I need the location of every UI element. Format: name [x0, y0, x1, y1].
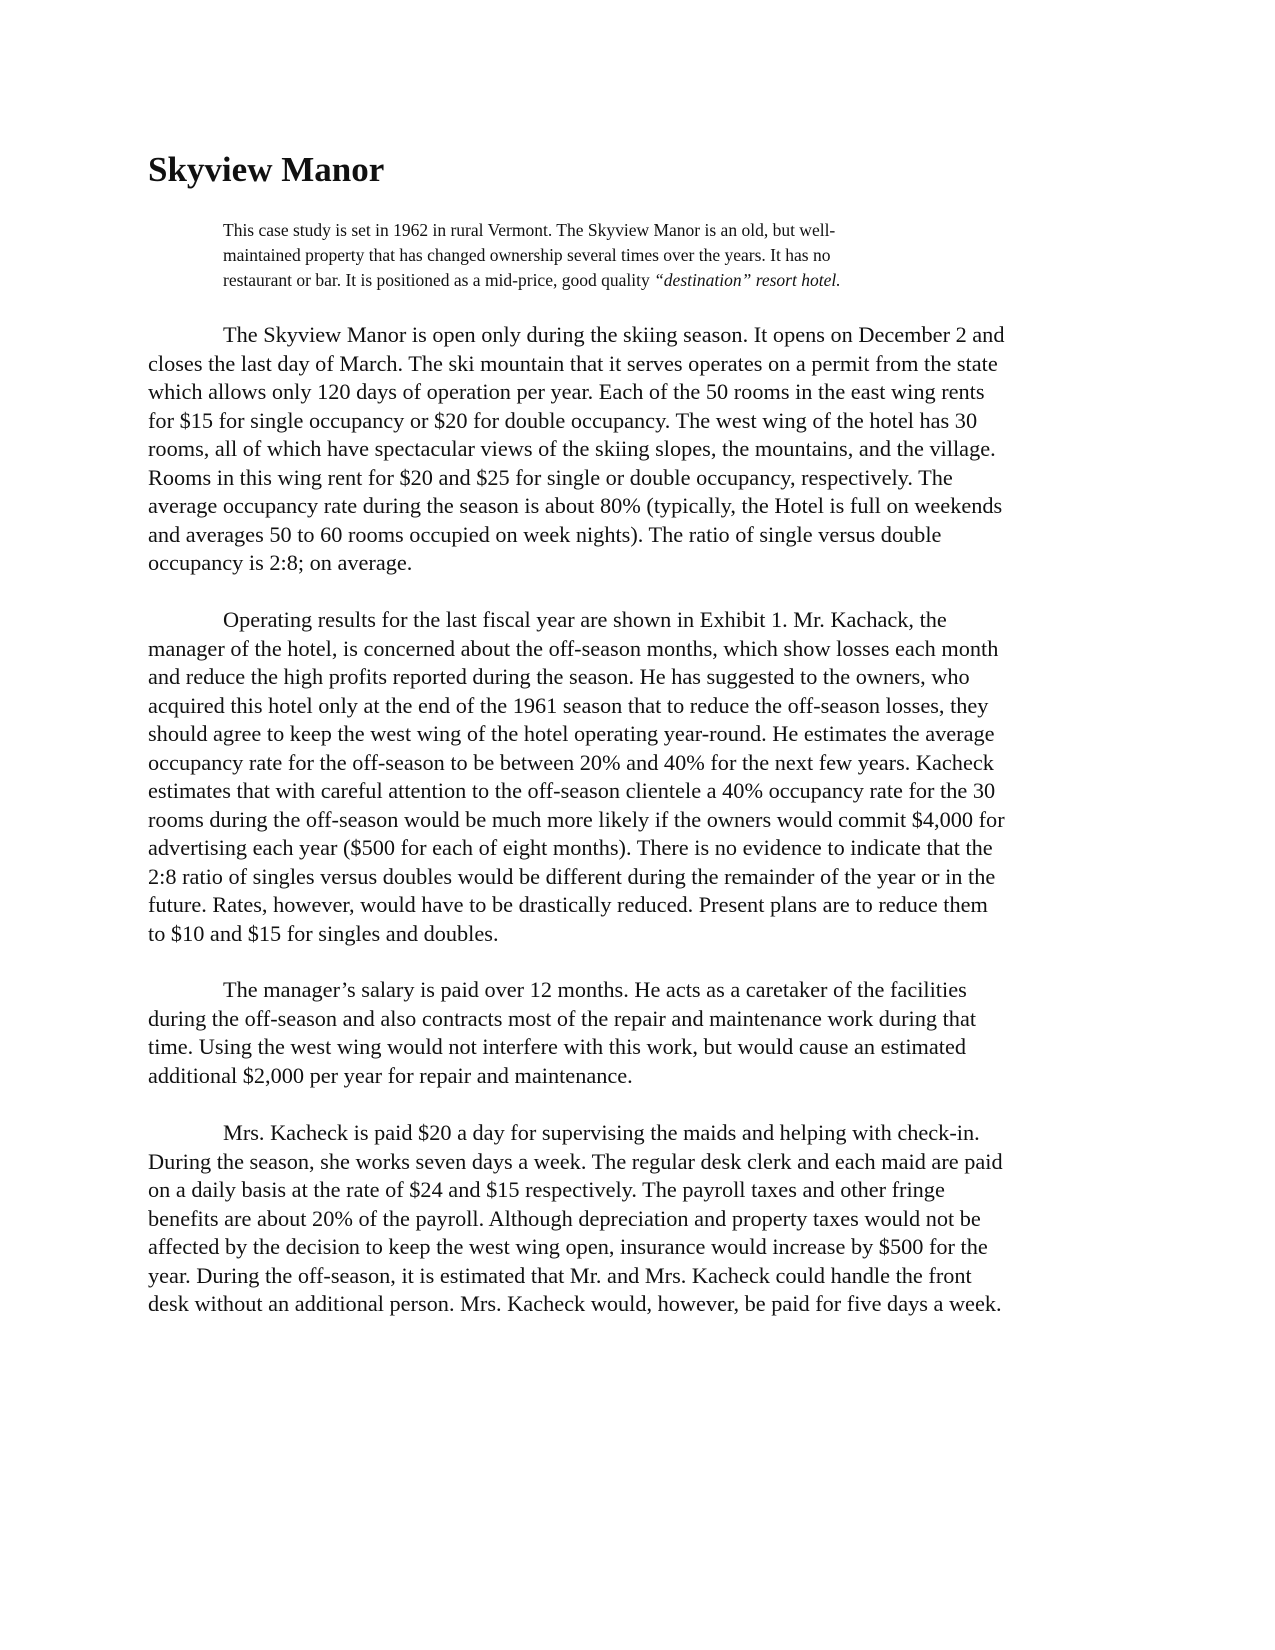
- paragraph-line: for $15 for single occupancy or $20 for double occupancy. The west wing of the hotel has 30: [148, 407, 978, 433]
- paragraph-line: to $10 and $15 for singles and doubles.: [148, 920, 499, 946]
- paragraph-line: advertising each year ($500 for each of eight months). There is no evidence to indicate that the: [148, 835, 993, 860]
- paragraph-staff-payroll: [148, 1119, 1003, 1319]
- paragraph-manager-salary: [148, 976, 976, 1090]
- paragraph-line: Operating results for the last fiscal year are shown in Exhibit 1. Mr. Kachack, the: [223, 607, 947, 632]
- paragraph-line: and averages 50 to 60 rooms occupied on week nights). The ratio of single versus double: [148, 521, 942, 547]
- abstract-line: [223, 268, 841, 293]
- paragraph-line: during the off-season and also contracts most of the repair and maintenance work during that: [148, 1005, 977, 1031]
- paragraph-line: manager of the hotel, is concerned about the off-season months, which show losses each month: [148, 635, 999, 661]
- paragraph-line: additional $2,000 per year for repair and maintenance.: [148, 1062, 633, 1088]
- paragraph-line: desk without an additional person. Mrs. Kacheck would, however, be paid for five days a week.: [148, 1291, 1002, 1316]
- paragraph-line: Rooms in this wing rent for $20 and $25 for single or double occupancy, respectively. The: [148, 464, 953, 490]
- document-title: Skyview Manor: [148, 150, 385, 189]
- paragraph-line: and reduce the high profits reported during the season. He has suggested to the owners, who: [148, 664, 970, 689]
- paragraph-line: rooms, all of which have spectacular views of the skiing slopes, the mountains, and the village.: [148, 436, 996, 461]
- paragraph-line: affected by the decision to keep the west wing open, insurance would increase by $500 for the: [148, 1234, 988, 1259]
- paragraph-line: which allows only 120 days of operation per year. Each of the 50 rooms in the east wing rents: [148, 379, 985, 404]
- paragraph-line: acquired this hotel only at the end of the 1961 season that to reduce the off-season losses, they: [148, 692, 989, 718]
- paragraph-line: estimates that with careful attention to the off-season clientele a 40% occupancy rate for the 30: [148, 778, 996, 803]
- abstract-italic-text: “destination” resort hotel.: [654, 270, 841, 290]
- abstract-line: This case study is set in 1962 in rural Vermont. The Skyview Manor is an old, but well-: [223, 220, 836, 240]
- paragraph-line: During the season, she works seven days a week. The regular desk clerk and each maid are paid: [148, 1148, 1003, 1174]
- paragraph-line: should agree to keep the west wing of the hotel operating year-round. He estimates the average: [148, 721, 995, 746]
- paragraph-operating-results: [148, 606, 1005, 948]
- paragraph-line: average occupancy rate during the season is about 80% (typically, the Hotel is full on weekends: [148, 493, 1003, 518]
- paragraph-line: year. During the off-season, it is estimated that Mr. and Mrs. Kacheck could handle the front: [148, 1262, 972, 1288]
- paragraph-line: The Skyview Manor is open only during the skiing season. It opens on December 2 and: [223, 322, 1005, 347]
- abstract-line: maintained property that has changed ownership several times over the years. It has no: [223, 245, 831, 265]
- paragraph-line: on a daily basis at the rate of $24 and $15 respectively. The payroll taxes and other fringe: [148, 1177, 945, 1202]
- paragraph-line: time. Using the west wing would not interfere with this work, but would cause an estimated: [148, 1034, 967, 1059]
- paragraph-line: The manager’s salary is paid over 12 months. He acts as a caretaker of the facilities: [223, 977, 967, 1002]
- paragraph-line: occupancy rate for the off-season to be between 20% and 40% for the next few years. Kacheck: [148, 749, 994, 775]
- paragraph-line: benefits are about 20% of the payroll. Although depreciation and property taxes would not be: [148, 1205, 981, 1231]
- abstract-text: restaurant or bar. It is positioned as a mid-price, good quality: [223, 270, 655, 290]
- paragraph-line: rooms during the off-season would be much more likely if the owners would commit $4,000 for: [148, 806, 1005, 832]
- paragraph-line: future. Rates, however, would have to be drastically reduced. Present plans are to reduce them: [148, 892, 988, 917]
- paragraph-line: Mrs. Kacheck is paid $20 a day for supervising the maids and helping with check-in.: [223, 1120, 980, 1145]
- paragraph-season: [148, 321, 1004, 578]
- paragraph-line: closes the last day of March. The ski mountain that it serves operates on a permit from the state: [148, 350, 998, 376]
- paragraph-line: occupancy is 2:8; on average.: [148, 550, 413, 575]
- abstract-block: [223, 218, 841, 293]
- paragraph-line: 2:8 ratio of singles versus doubles would be different during the remainder of the year or in the: [148, 863, 996, 889]
